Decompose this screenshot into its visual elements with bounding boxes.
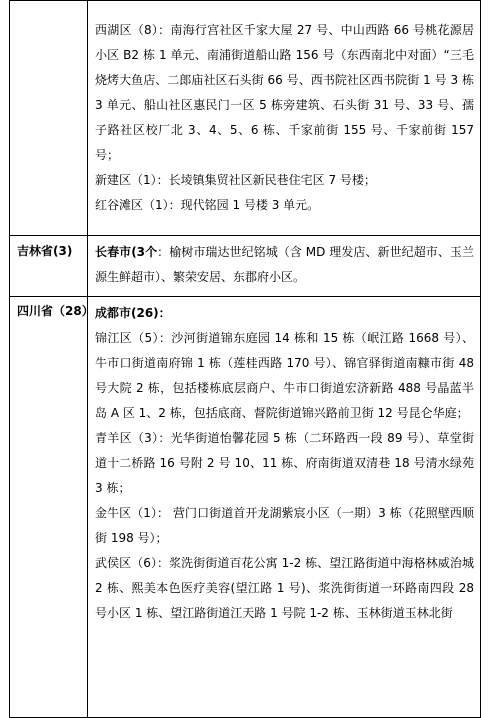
district-paragraph: 金牛区（1）： 营门口街道首开龙湖紫宸小区（一期）3 栋（花照壁西顺街 198 号）； [95,506,474,545]
city-paragraph [95,240,474,290]
district-paragraph: 西湖区（8）：南海行宫社区千家大屋 27 号、中山西路 66 号桃花源居小区 B2 栋 1 单元、南浦街道船山路 156 号（东西南北中对面）“三毛烧烤大鱼店、二郎庙社区石头街 66 号、西书院社区西书院街 1 号 3 栋 3 单元、船山社区惠民门一区 5 栋旁建筑、石头街 31 号、33 号、孺子路社区校厂北 3、4、5、6 栋、千家前街 155 号、千家前街 157 号； [95,23,474,162]
district-paragraph: 武侯区（6）：浆洗街街道百花公寓 1-2 栋、望江路街道中海格林威治城 2 栋、熙美本色医疗美容(望江路 1 号)、浆洗街街道一环路南四段 28 号小区 1 栋、望江路街道江天路 1 号院 1-2 栋、玉林街道玉林北街 [95,556,474,620]
district-paragraph: 红谷滩区（1）：现代铭园 1 号楼 3 单元。 [95,198,320,212]
outbreak-location-table [9,0,481,718]
locations-cell [88,297,481,718]
province-cell [10,1,88,236]
city-heading: 长春市(3个 [95,245,158,259]
district-paragraph: 新建区（1）：长堎镇集贸社区新民巷住宅区 7 号楼； [95,173,376,187]
city-locations: ：榆树市瑞达世纪铭城（含 MD 理发店、新世纪超市、玉兰源生鲜超市）、繁荣安居、东郡府小区。 [95,245,474,284]
province-label: 吉林省(3) [17,244,73,258]
province-cell [10,297,94,718]
locations-cell [88,1,481,236]
table-row [10,1,481,236]
city-heading: 成都市(26)： [95,306,171,320]
province-label: 四川省（28） [17,304,94,318]
table-row [10,236,481,297]
locations-cell [88,236,481,297]
table-row [10,297,481,718]
province-cell [10,236,88,297]
district-paragraph: 锦江区（5）：沙河街道锦东庭园 14 栋和 15 栋（岷江路 1668 号）、牛市口街道南府锦 1 栋（莲桂西路 170 号）、锦官驿街道南糠市街 48 号大院 2 栋，包括楼栋底层商户、牛市口街道宏济新路 488 号晶蓝半岛 A 区 1、2 栋，包括底商、督院街道锦兴路前卫街 12 号昆仑华庭； [95,331,474,420]
district-paragraph: 青羊区（3）：光华街道怡馨花园 5 栋（二环路西一段 89 号）、草堂街道十二桥路 16 号附 2 号 10、11 栋、府南街道双清巷 18 号清水绿苑 3 栋； [95,431,474,495]
